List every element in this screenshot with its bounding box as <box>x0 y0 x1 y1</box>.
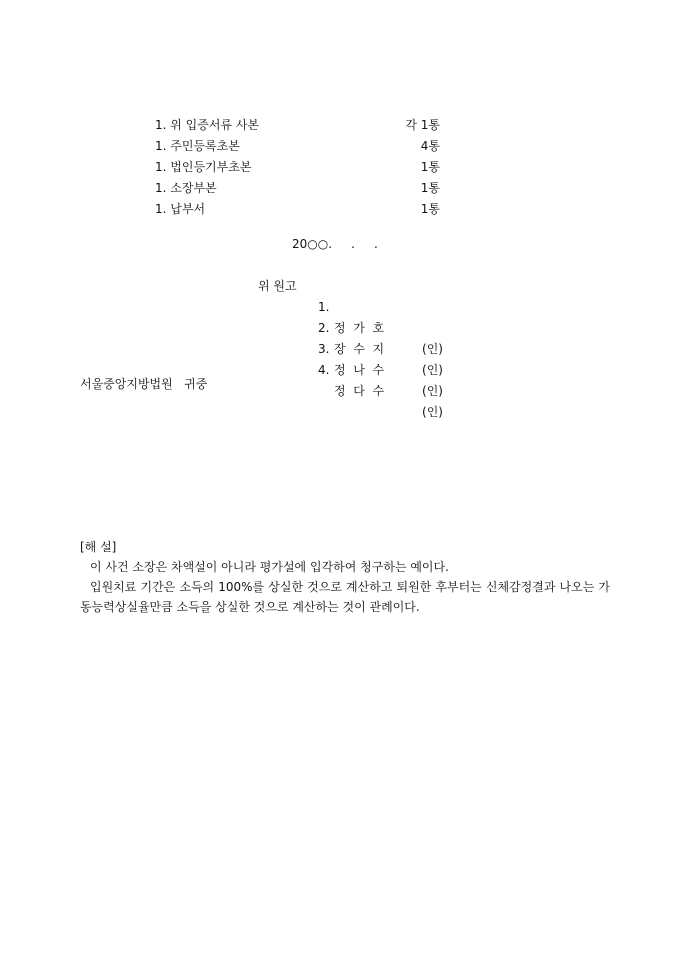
plaintiff-number: 3. <box>318 342 330 356</box>
attachment-quantity: 4통 <box>420 139 440 153</box>
attachment-name: 1. 납부서 <box>155 202 206 216</box>
plaintiff-number: 4. <box>318 363 330 377</box>
plaintiff-name: 장 수 지 <box>334 342 385 356</box>
plaintiff-number: 1. <box>318 300 330 314</box>
plaintiff-seal: (인) <box>422 384 443 398</box>
plaintiff-list <box>318 276 443 419</box>
attachment-quantity: 1통 <box>420 160 440 174</box>
attachment-list <box>155 115 440 220</box>
plaintiff-name: 정 가 호 <box>334 321 385 335</box>
plaintiff-seal: (인) <box>422 363 443 377</box>
attachment-quantity: 1통 <box>420 202 440 216</box>
attachment-name: 1. 소장부본 <box>155 181 217 195</box>
court-addressee: 서울중앙지방법원 귀중 <box>80 377 208 391</box>
plaintiff-label: 위 원고 <box>258 279 297 293</box>
attachment-item <box>155 157 440 178</box>
attachment-quantity: 각 1통 <box>405 118 440 132</box>
plaintiff-number: 2. <box>318 321 330 335</box>
plaintiff-seal: (인) <box>422 342 443 356</box>
plaintiff-name: 정 다 수 <box>334 384 385 398</box>
commentary-section <box>80 538 610 617</box>
attachment-item <box>155 136 440 157</box>
attachment-item <box>155 115 440 136</box>
attachment-item <box>155 199 440 220</box>
plaintiff-name: 정 나 수 <box>334 363 385 377</box>
commentary-heading: [해 설] <box>80 540 117 554</box>
document-date: 20○○. . . <box>292 237 378 251</box>
attachment-name: 1. 위 입증서류 사본 <box>155 118 260 132</box>
commentary-paragraph: 입원치료 기간은 소득의 100%를 상실한 것으로 계산하고 퇴원한 후부터는 신체감정결과 나오는 가동능력상실율만큼 소득을 상실한 것으로 계산하는 것이 관례이다. <box>80 580 610 614</box>
attachment-name: 1. 법인등기부초본 <box>155 160 252 174</box>
commentary-paragraph: 이 사건 소장은 차액설이 아니라 평가설에 입각하여 청구하는 예이다. <box>90 560 449 574</box>
attachment-quantity: 1통 <box>420 181 440 195</box>
attachment-name: 1. 주민등록초본 <box>155 139 240 153</box>
attachment-item <box>155 178 440 199</box>
plaintiff-seal: (인) <box>422 405 443 419</box>
